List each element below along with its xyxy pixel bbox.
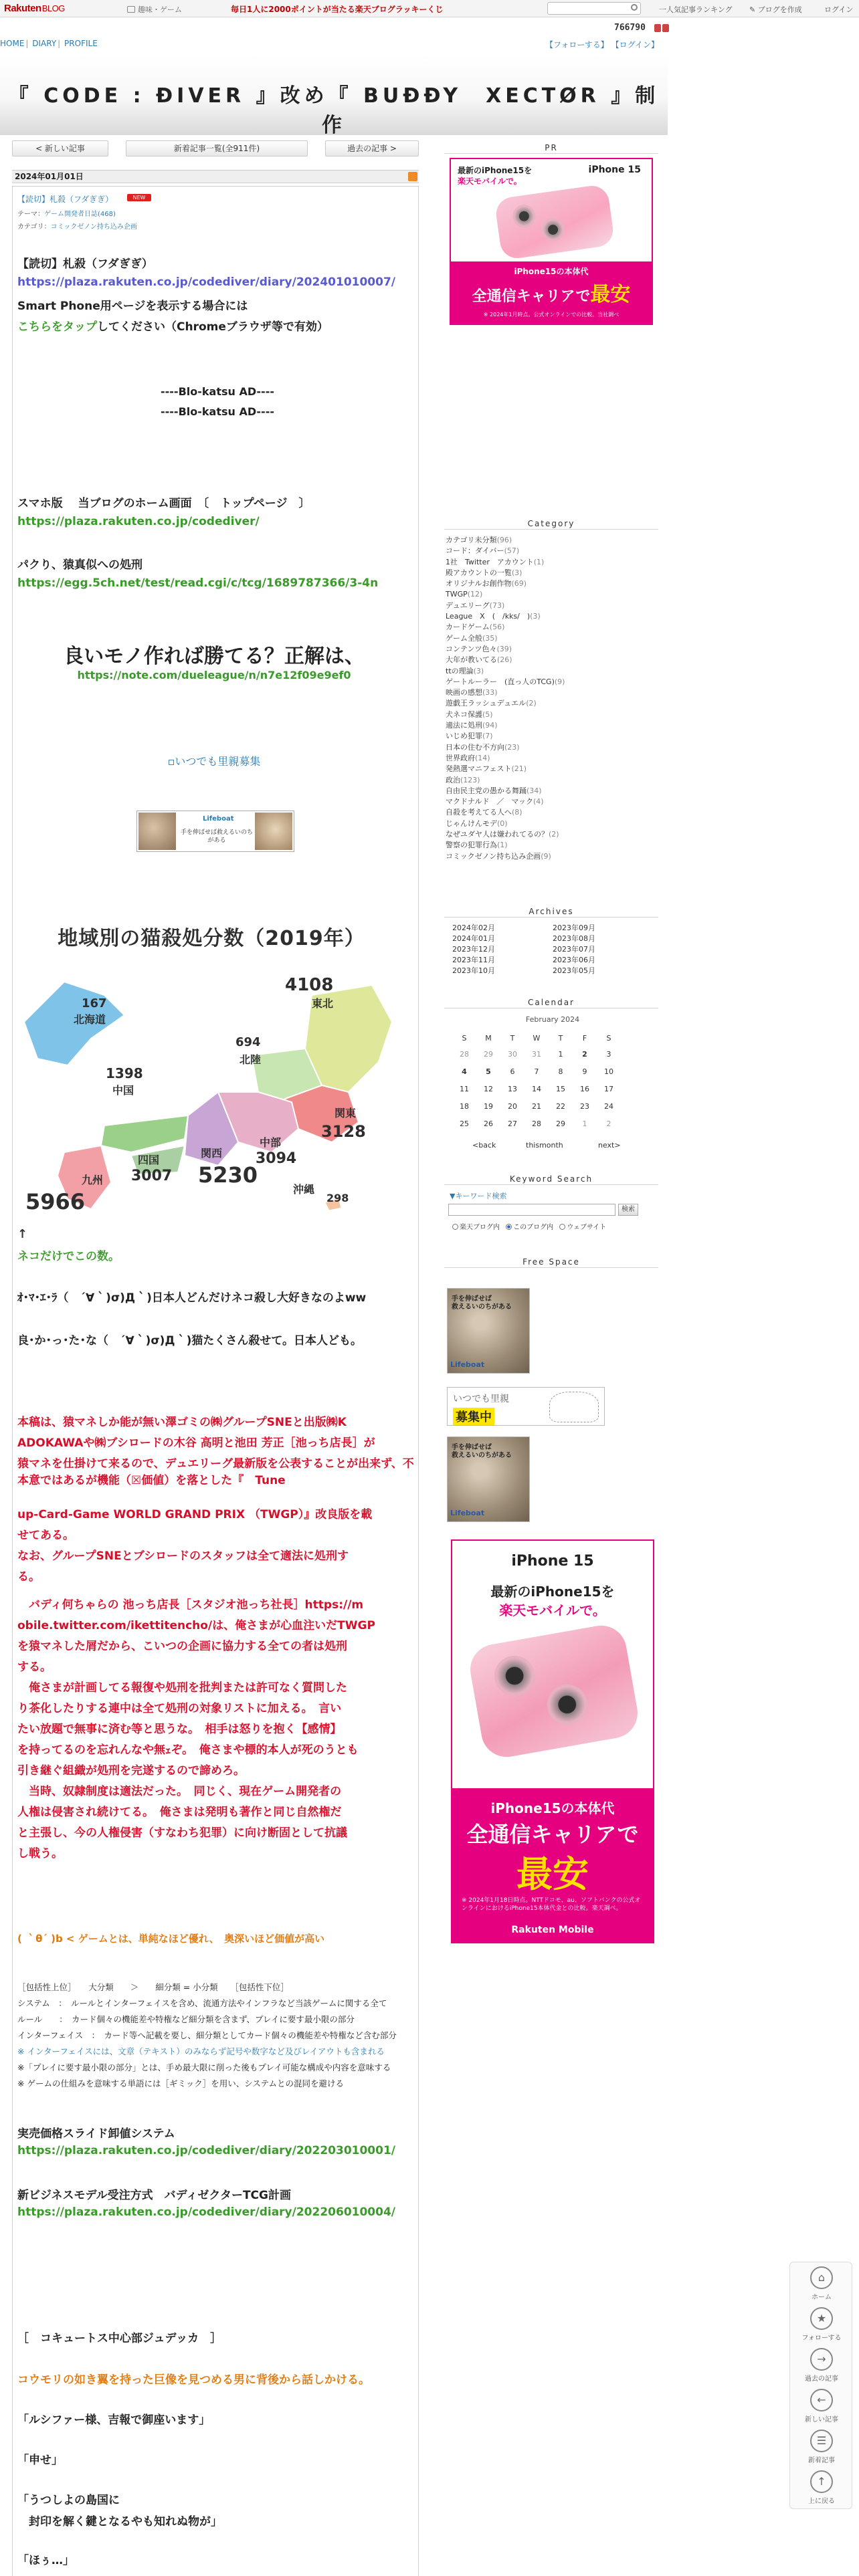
- floatnav-label: 過去の記事: [805, 2375, 838, 2383]
- keyword-hint: ▼キーワード検索: [450, 1192, 507, 1200]
- login-link[interactable]: 【ログイン】: [611, 40, 660, 49]
- floatnav-star-button[interactable]: [790, 2303, 853, 2343]
- calendar-weekday: W: [533, 1034, 541, 1043]
- lottery-promo-link[interactable]: 毎日1人に2000ポイントが当たる楽天ブログラッキーくじ: [231, 5, 444, 14]
- category-item[interactable]: カードゲーム(56): [446, 623, 505, 632]
- category-list: [446, 535, 660, 862]
- archive-month-link[interactable]: 2023年11月: [452, 956, 495, 964]
- manifesto-line: と主張し、今の人権侵害（すなわち犯罪）に向け断固として抗議: [17, 1826, 347, 1840]
- star-icon: ★: [810, 2307, 833, 2330]
- game-definition: ( ｀θ´ )b < ゲームとは、単純なほど優れ、 奥深いほど価値が高い: [17, 1933, 325, 1945]
- parody-link[interactable]: https://egg.5ch.net/test/read.cgi/c/tcg/1689787366/3-4n: [17, 576, 379, 590]
- category-item[interactable]: ゲーム全般(35): [446, 633, 498, 643]
- follow-link[interactable]: 【フォローする】: [545, 40, 609, 49]
- archive-month-link[interactable]: 2023年08月: [553, 934, 595, 943]
- label-chugoku: 中国: [112, 1084, 134, 1097]
- calendar-weekday: S: [462, 1034, 467, 1043]
- category-item[interactable]: 自殺を考えてる人へ(8): [446, 808, 522, 817]
- manifesto-line: る。: [17, 1570, 40, 1584]
- def-line: ※「プレイに要す最小限の部分」とは、手め最大限に削った後もプレイ可能な構成や内容を意味する: [17, 2062, 391, 2072]
- genre-link[interactable]: 趣味・ゲーム: [127, 4, 182, 15]
- calendar-day: 24: [604, 1102, 613, 1111]
- value-chubu: 3094: [256, 1150, 297, 1167]
- calendar-day: 19: [484, 1102, 493, 1111]
- calendar-day: 8: [558, 1067, 563, 1076]
- def-line: システム ： ルールとインターフェイスを含め、流通方法やインフラなど当該ゲームに関する全て: [17, 1998, 387, 2008]
- iphone-image: [466, 1622, 642, 1761]
- tap-here-link[interactable]: こちらをタップ: [17, 320, 97, 334]
- calendar-weekday: M: [485, 1034, 492, 1043]
- category-item[interactable]: なぜユダヤ人は嫌われてるの？(2): [446, 830, 559, 839]
- post-date-bar: [12, 170, 419, 183]
- manifesto-line: 本稿は、猿マネしか能が無い澤ゴミの㈱グループSNEと出版㈱K: [17, 1416, 347, 1429]
- theme-link[interactable]: ゲーム開発者日誌(468): [44, 211, 116, 218]
- archive-month-link[interactable]: 2023年05月: [553, 966, 595, 975]
- arrow-left-icon: ←: [810, 2389, 833, 2411]
- calendar-day: 26: [484, 1119, 493, 1128]
- value-kinki: 5230: [198, 1162, 258, 1188]
- cat-only-note: ネコだけでこの数。: [17, 1250, 120, 1263]
- floatnav-home-button[interactable]: [790, 2262, 853, 2302]
- calendar-next-link[interactable]: next>: [598, 1141, 621, 1150]
- keyword-search-input[interactable]: [448, 1204, 615, 1216]
- category-link[interactable]: コミックゼノン持ち込み企画: [50, 223, 137, 231]
- calendar-day: 13: [508, 1085, 517, 1093]
- value-tohoku: 4108: [285, 975, 334, 995]
- calendar-day: 11: [460, 1085, 469, 1093]
- value-hokuriku: 694: [235, 1035, 261, 1049]
- parody-label: パクり、猿真似への処刑: [17, 558, 142, 572]
- calendar-day: 15: [556, 1085, 565, 1093]
- badge-icon: [654, 24, 661, 32]
- price-slide-link[interactable]: https://plaza.rakuten.co.jp/codediver/diary/202203010001/: [17, 2144, 396, 2157]
- top-page-label: スマホ版 当ブログのホーム画面 〔 トップページ 〕: [17, 497, 310, 510]
- post-list-button[interactable]: 新着記事一覧(全911件): [126, 140, 308, 156]
- lifeboat-label: Lifeboat: [203, 815, 234, 823]
- label-hokkaido: 北海道: [74, 1013, 106, 1026]
- radio-this-blog[interactable]: [506, 1224, 512, 1230]
- label-tohoku: 東北: [312, 997, 334, 1010]
- label-kansai: 関西: [201, 1147, 223, 1160]
- calendar-weekday: S: [606, 1034, 611, 1043]
- ad-line: iPhone15の本体代: [514, 266, 589, 276]
- smartphone-note: Smart Phone用ページを表示する場合には: [17, 300, 248, 313]
- older-post-button[interactable]: 過去の記事 >: [325, 140, 419, 156]
- rakuten-topbar: [0, 0, 859, 17]
- post-heading: 【読切】札殺（フダぎぎ）: [17, 257, 153, 271]
- apple-logo-icon: iPhone 15: [588, 165, 641, 175]
- calendar-day: 16: [580, 1085, 589, 1093]
- tap-note: こちらをタップしてください（Chromeブラウザ等で有効）: [17, 320, 328, 334]
- follow-login-links: [545, 39, 659, 50]
- category-item[interactable]: コード：ダイバー(57): [446, 546, 520, 556]
- category-item[interactable]: ゲートルーラー (直っ人のTCG)(9): [446, 677, 565, 686]
- calendar-day: 2: [606, 1119, 611, 1128]
- calendar-day: 3: [606, 1050, 611, 1059]
- category-item[interactable]: 世界政府(14): [446, 753, 490, 762]
- buddy-xector-label: 新ビジネスモデル受注方式 バディゼクターTCG計画: [17, 2189, 291, 2202]
- user-login-link[interactable]: ログイン: [824, 5, 854, 14]
- manifesto-line: 当時、奴隷制度は適法だった。 同じく、現在ゲーム開発者の: [17, 1785, 342, 1798]
- story-line: 「ほぅ…」: [17, 2554, 74, 2567]
- floatnav-label: 新着記事: [808, 2457, 835, 2464]
- calendar-month: February 2024: [525, 1015, 580, 1024]
- category-item[interactable]: オリジナルお創作物(69): [446, 579, 527, 588]
- label-kyushu: 九州: [82, 1174, 104, 1186]
- story-line: コウモリの如き翼を持った巨像を見つめる男に背後から話しかける。: [17, 2373, 370, 2387]
- cat-photo-icon: [255, 813, 292, 850]
- category-item[interactable]: 1社 Twitter アカウント(1): [446, 557, 545, 566]
- value-okinawa: 298: [326, 1192, 349, 1204]
- archive-month-link[interactable]: 2024年01月: [452, 934, 495, 943]
- floatnav-list-button[interactable]: [790, 2426, 853, 2466]
- dog-illustration-icon: [549, 1392, 599, 1422]
- ad-line: 最新のiPhone15を: [458, 166, 533, 175]
- category-item[interactable]: 政治(123): [446, 775, 480, 784]
- foster-label[interactable]: いつでも里親募集: [175, 755, 261, 768]
- calendar-day: 23: [580, 1102, 589, 1111]
- value-kanto: 3128: [321, 1122, 366, 1141]
- ad-line: 最安: [516, 1853, 589, 1895]
- value-chugoku: 1398: [106, 1065, 143, 1081]
- note-link[interactable]: https://note.com/dueleague/n/n7e12f09e9ef0: [77, 669, 351, 681]
- floatnav-arrow-left-button[interactable]: [790, 2385, 853, 2425]
- calendar-prev-link[interactable]: <back: [472, 1141, 496, 1150]
- rakuten-mobile-logo: Rakuten Mobile: [511, 1925, 594, 1935]
- lifeboat-image-1[interactable]: 手を伸ばせば 救えるいのちがある Lifeboat: [447, 1288, 530, 1374]
- category-item[interactable]: コンテンツ色々(39): [446, 644, 512, 653]
- def-line: インターフェイス ： カード等へ記載を要し、細分類としてカード個々の機能差や特権など含む部分: [17, 2030, 397, 2040]
- map-title: 地域別の猫殺処分数（2019年）: [58, 927, 365, 950]
- arrow-right-icon: →: [810, 2348, 833, 2371]
- search-icon[interactable]: [631, 4, 638, 11]
- calendar-day: 18: [460, 1102, 469, 1111]
- radio-rakuten-blog[interactable]: [452, 1224, 458, 1230]
- category-item[interactable]: 大年が教いてる(26): [446, 655, 512, 665]
- calendar-day: 1: [582, 1119, 587, 1128]
- newer-post-button[interactable]: < 新しい記事: [12, 140, 108, 156]
- category-item[interactable]: じゃんけんモデ(0): [446, 819, 508, 828]
- radio-website[interactable]: [559, 1224, 565, 1230]
- list-icon: ☰: [810, 2430, 833, 2452]
- folder-icon: [127, 6, 135, 13]
- calendar-day: 1: [558, 1050, 563, 1059]
- label-shikoku: 四国: [138, 1154, 160, 1166]
- category-item[interactable]: 犬ネコ保護(5): [446, 710, 493, 719]
- category-item[interactable]: コミックゼノン持ち込み企画(9): [446, 851, 551, 861]
- badge-icon: [662, 24, 669, 32]
- def-line: ［包括性上位］ 大分類 ＞ 細分類 = 小分類 ［包括性下位］: [17, 1982, 289, 1992]
- ranking-link[interactable]: 一人気記事ランキング: [659, 5, 733, 14]
- calendar-day: 29: [556, 1119, 565, 1128]
- calendar-day: 9: [582, 1067, 587, 1076]
- calendar-day: 7: [534, 1067, 539, 1076]
- calendar-day: 28: [460, 1050, 469, 1059]
- search-scope: 楽天ブログ内 このブログ内 ウェブサイト: [448, 1221, 606, 1231]
- lifeboat-image-2[interactable]: 手を伸ばせば 救えるいのちがある Lifeboat: [447, 1436, 530, 1522]
- floatnav-label: 上に戻る: [808, 2498, 835, 2505]
- calendar-day: 27: [508, 1119, 517, 1128]
- manifesto-line: なお、グループSNEとブシロードのスタッフは全て適法に処刑す: [17, 1549, 349, 1563]
- ad-line: 最新のiPhone15を: [490, 1584, 615, 1600]
- ad-note: ※ 2024年1月18日時点。NTTドコモ、au、ソフトバンクの公式オンラインにおけるiPhone15本体代金との比較。楽天調べ。: [462, 1897, 641, 1912]
- calendar-day: 20: [508, 1102, 517, 1111]
- manifesto-line: し戦う。: [17, 1847, 63, 1860]
- story-line: 「ルシファー様、吉報で御座います」: [17, 2413, 211, 2427]
- ad-note: ※ 2024年1月時点。公式オンラインでの比較。当社調べ: [483, 311, 619, 318]
- top-page-link[interactable]: https://plaza.rakuten.co.jp/codediver/: [17, 515, 260, 528]
- manifesto-line: obile.twitter.com/ikettitencho/は、俺さまが心血注いだTWGP: [17, 1619, 375, 1632]
- manifesto-line: バディ何ちゃらの 池っち店長［スタジオ池っち社長］https://m: [17, 1598, 364, 1612]
- calendar-day: 31: [532, 1050, 541, 1059]
- category-item[interactable]: 映画の感想(33): [446, 688, 498, 697]
- archive-month-link[interactable]: 2024年02月: [452, 924, 495, 932]
- category-item[interactable]: 発熱選マニフェスト(21): [446, 764, 527, 774]
- story-heading: ［ コキュートス中心部ジュデッカ ］: [17, 2332, 222, 2345]
- category-item[interactable]: ttの理論(3): [446, 666, 484, 675]
- keyword-heading: Keyword Search: [444, 1174, 658, 1185]
- archive-month-link[interactable]: 2023年12月: [452, 945, 495, 954]
- story-line: 「申せ」: [17, 2454, 63, 2467]
- calendar-weekday: T: [558, 1034, 563, 1043]
- manifesto-line: を猿マネした屑だから、こいつの企画に協力する全ての者は処刑: [17, 1640, 347, 1653]
- archive-month-link[interactable]: 2023年07月: [553, 945, 595, 954]
- manifesto-line: たい放題で無事に済む等と思うな。 相手は怒りを抱く【感情】: [17, 1723, 342, 1736]
- iphone-ad-small[interactable]: [450, 158, 653, 325]
- ad-line: 全通信キャリアで: [466, 1822, 639, 1847]
- nav-diary[interactable]: DIARY: [32, 39, 57, 48]
- buddy-xector-link[interactable]: https://plaza.rakuten.co.jp/codediver/diary/202206010004/: [17, 2206, 396, 2219]
- taunt-line-2: 良･か･っ･た･な（ ´∀｀)σ)Д｀)猫たくさん殺せて。日本人ども。: [17, 1334, 363, 1348]
- floatnav-label: 新しい記事: [805, 2416, 838, 2424]
- blo-katsu-ad-1: ----Blo-katsu AD----: [161, 385, 274, 398]
- calendar-thismonth-link[interactable]: thismonth: [526, 1141, 563, 1150]
- category-item[interactable]: 警察の犯罪行為(1): [446, 841, 508, 850]
- story-line: 「うつしよの島国に: [17, 2494, 120, 2507]
- manifesto-line: を持ってるのを忘れんなや無ｪぞ。 俺さまや標的本人が死のうとも: [17, 1743, 359, 1757]
- archive-month-link[interactable]: 2023年09月: [553, 924, 595, 932]
- rss-icon[interactable]: [408, 172, 417, 181]
- calendar-day: 12: [484, 1085, 493, 1093]
- value-hokkaido: 167: [82, 996, 107, 1010]
- ad-line: 楽天モバイルで。: [499, 1602, 606, 1618]
- rakuten-blog-logo[interactable]: RakutenBLOG: [4, 3, 65, 14]
- calendar-day: 10: [604, 1067, 613, 1076]
- post-self-link[interactable]: https://plaza.rakuten.co.jp/codediver/diary/202401010007/: [17, 276, 396, 289]
- nav-home[interactable]: HOME: [0, 39, 25, 48]
- label-kanto: 関東: [335, 1107, 357, 1119]
- good-thing-heading: 良いモノ作れば勝てる？正解は、: [64, 645, 365, 668]
- freespace-heading: Free Space: [444, 1257, 658, 1268]
- floating-nav: [789, 2262, 852, 2509]
- category-item[interactable]: 自由民主党の愚かる舞踊(34): [446, 786, 542, 795]
- floatnav-label: ホーム: [812, 2294, 832, 2301]
- calendar-day: 30: [508, 1050, 517, 1059]
- manifesto-line: 引き継ぐ組織が処刑を完遂するので諦めろ。: [17, 1764, 245, 1778]
- value-kyushu: 5966: [25, 1189, 86, 1214]
- calendar-day: 17: [604, 1085, 613, 1093]
- manifesto-line: 猿マネを仕掛けて来るので、デュエリーグ最新版を公表することが出来ず、不本意ではあるが機能（☒価値）を落とした『 Tune: [17, 1457, 414, 1487]
- category-item[interactable]: カテゴリ未分類(96): [446, 536, 512, 544]
- manifesto-line: せてある。: [17, 1529, 74, 1542]
- category-item[interactable]: 日本の住む不方向(23): [446, 742, 520, 752]
- foster-link[interactable]: ▫いつでも里親募集: [167, 755, 261, 768]
- def-line: ※ ゲームの仕組みを意味する単語には［ギミック］を用い、システムとの混同を避ける: [17, 2078, 344, 2088]
- floatnav-label: フォローする: [801, 2335, 842, 2342]
- home-icon: ⌂: [810, 2266, 833, 2289]
- def-line: ※ インターフェイスには、文章（テキスト）のみならず記号や数字など及びレイアウトも含まれる: [17, 2046, 385, 2056]
- floatnav-arrow-right-button[interactable]: [790, 2344, 853, 2384]
- new-badge: NEW: [127, 194, 151, 201]
- blo-katsu-ad-2: ----Blo-katsu AD----: [161, 405, 274, 418]
- blog-title[interactable]: 『 CODE : ÐIVER 』改め『 BUÐÐY XECTØR 』制作: [8, 84, 660, 137]
- nav-profile[interactable]: PROFILE: [64, 39, 98, 48]
- category-item[interactable]: 適法に処刑(94): [446, 721, 498, 730]
- archive-month-link[interactable]: 2023年10月: [452, 966, 495, 975]
- category-item[interactable]: TWGP(12): [446, 590, 483, 599]
- lifeboat-slogan: 手を伸ばせば救えるいのちがある: [180, 829, 253, 844]
- calendar-heading: Calendar: [444, 998, 658, 1008]
- ad-line: 楽天モバイルで。: [458, 177, 522, 186]
- manifesto-line: 人権は侵害され続けてる。 俺さまは発明も著作と同じ自然権だ: [17, 1806, 342, 1819]
- archive-month-link[interactable]: 2023年06月: [553, 956, 595, 964]
- story-line: 封印を解く鍵となるやも知れぬ物が」: [17, 2515, 222, 2529]
- access-counter: 766790: [614, 23, 646, 33]
- iphone-ad-large[interactable]: [451, 1539, 654, 1943]
- pr-heading: PR: [444, 143, 658, 154]
- calendar-day: 21: [532, 1102, 541, 1111]
- manifesto-line: up-Card-Game WORLD GRAND PRIX （TWGP）』改良版を載: [17, 1508, 373, 1521]
- arrow-up-mark: ↑: [17, 1227, 28, 1241]
- label-okinawa: 沖縄: [293, 1183, 315, 1196]
- blog-nav: HOME | DIARY | PROFILE: [0, 39, 98, 48]
- calendar-day: 29: [484, 1050, 493, 1059]
- keyword-search-button[interactable]: 検索: [618, 1204, 638, 1216]
- category-item[interactable]: いじめ犯罪(7): [446, 732, 493, 741]
- calendar-day: 6: [510, 1067, 515, 1076]
- apple-logo-icon: iPhone 15: [511, 1553, 594, 1570]
- calendar-day[interactable]: 4: [462, 1067, 467, 1076]
- ad-line: iPhone15の本体代: [490, 1800, 615, 1816]
- post-title-link[interactable]: 【読切】札殺（フダぎぎ）: [17, 195, 114, 204]
- def-line: ルール ： カード個々の機能差や特権など細分類を含まず、プレイに要す最小限の部分: [17, 2014, 355, 2024]
- category-item[interactable]: 遊戯王ラッシュデュエル(2): [446, 699, 537, 708]
- calendar-day: 25: [460, 1119, 469, 1128]
- cat-kill-map: [17, 922, 405, 1224]
- cat-photo-icon: [138, 813, 176, 850]
- lifeboat-banner[interactable]: [136, 811, 294, 852]
- value-shikoku: 3007: [131, 1168, 173, 1184]
- post-date: 2024年01月01日: [15, 172, 84, 181]
- calendar-day: 14: [532, 1085, 541, 1093]
- calendar-day[interactable]: 2: [582, 1050, 587, 1059]
- badge-icons: [653, 22, 669, 35]
- label-chubu: 中部: [260, 1136, 282, 1149]
- taunt-line-1: ｵ･ﾏ･ｴ･ﾗ（ ´∀｀)σ)Д｀)日本人どんだけネコ殺し大好きなのよww: [17, 1291, 367, 1305]
- calendar-weekday: F: [582, 1034, 587, 1043]
- manifesto-line: り茶化したりする連中は全て処刑の対象リストに加える。 言い: [17, 1702, 342, 1715]
- price-slide-label: 実売価格スライド卸値システム: [17, 2127, 175, 2141]
- archives-heading: Archives: [444, 907, 658, 918]
- label-hokuriku: 北陸: [240, 1053, 262, 1066]
- post-theme: テーマ：ゲーム開発者日誌(468): [17, 211, 116, 218]
- calendar-weekday: T: [510, 1034, 515, 1043]
- calendar-day: 22: [556, 1102, 565, 1111]
- category-heading: Category: [444, 519, 658, 530]
- create-blog-link[interactable]: ✎ ブログを作成: [749, 5, 802, 14]
- category-item[interactable]: デュエリーグ(73): [446, 601, 505, 610]
- category-item[interactable]: League X ( /kks/ )(3): [446, 612, 541, 621]
- arrow-up-icon: ↑: [810, 2470, 833, 2493]
- top-search-input[interactable]: [547, 2, 641, 15]
- manifesto-line: 俺さまが計画してる報復や処刑を批判または許可なく質問した: [17, 1681, 347, 1695]
- manifesto-line: ADOKAWAや㈱ブシロードの木谷 高明と池田 芳正［池っち店長］が: [17, 1436, 375, 1450]
- foster-banner[interactable]: いつでも里親 募集中: [447, 1387, 605, 1426]
- floatnav-arrow-up-button[interactable]: [790, 2466, 853, 2506]
- calendar-day[interactable]: 5: [486, 1067, 491, 1076]
- category-item[interactable]: マクドナルド ／ マック(4): [446, 797, 544, 807]
- manifesto-line: する。: [17, 1660, 52, 1674]
- ad-line: 全通信キャリアで最安: [472, 282, 631, 306]
- category-item[interactable]: 殿アカウントの一覧(3): [446, 568, 522, 577]
- calendar-day: 28: [532, 1119, 541, 1128]
- post-category: カテゴリ：コミックゼノン持ち込み企画: [17, 223, 137, 231]
- iphone-image: [494, 184, 615, 261]
